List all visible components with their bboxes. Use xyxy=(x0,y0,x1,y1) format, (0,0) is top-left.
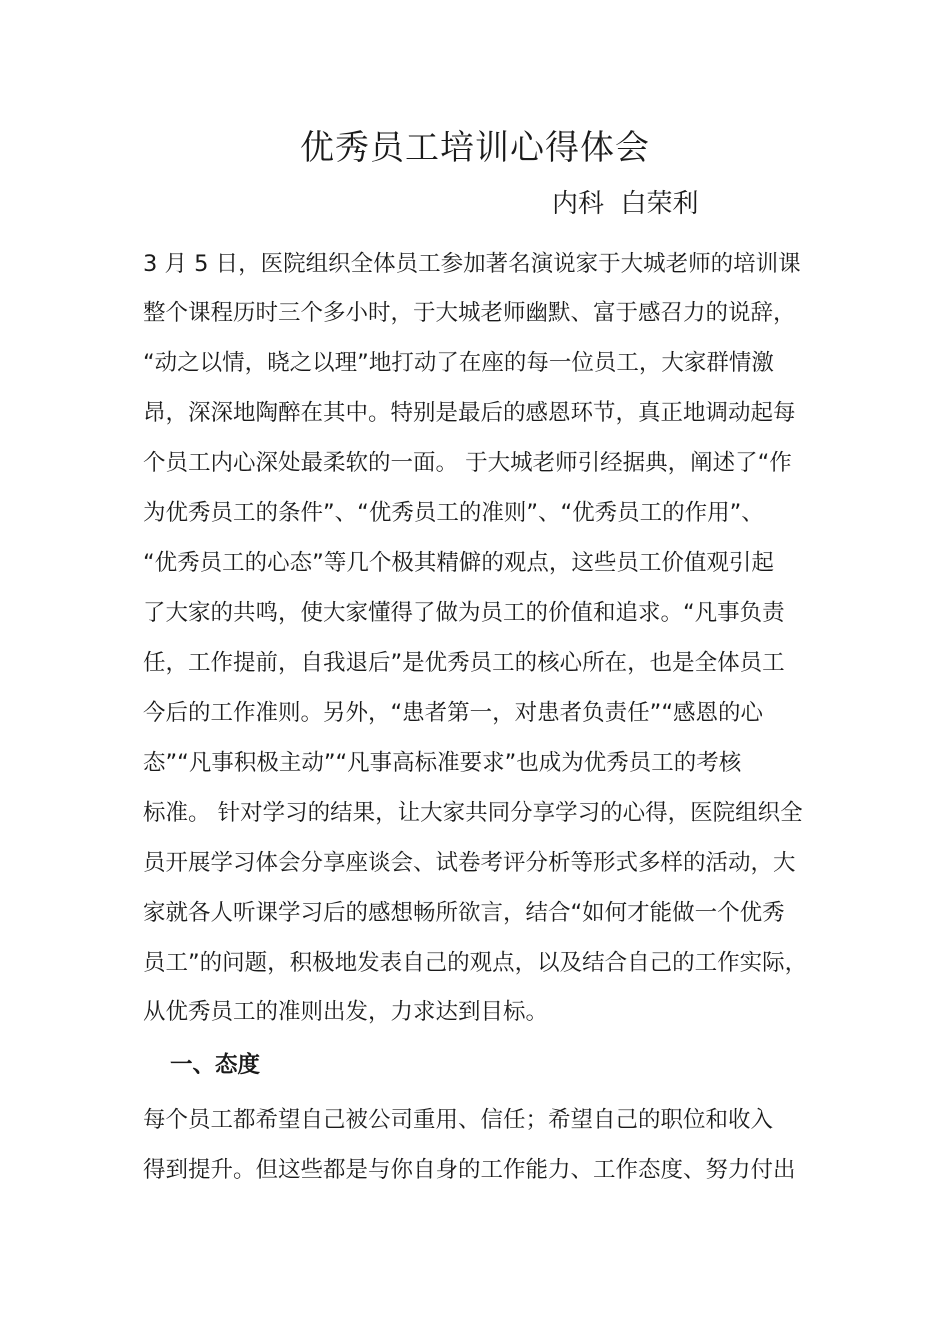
paragraph-1-line: 3 月 5 日，医院组织全体员工参加著名演说家于大城老师的培训课 xyxy=(143,251,801,277)
paragraph-1-line: 员工”的问题，积极地发表自己的观点，以及结合自己的工作实际， xyxy=(143,950,808,976)
section-heading-attitude: 一、态度 xyxy=(170,1052,261,1078)
document-title: 优秀员工培训心得体会 xyxy=(300,128,650,168)
paragraph-1-line: 整个课程历时三个多小时，于大城老师幽默、富于感召力的说辞， xyxy=(143,300,796,326)
paragraph-1-line: “动之以情，晓之以理”地打动了在座的每一位员工，大家群情激 xyxy=(143,350,774,376)
paragraph-1-line: 为优秀员工的条件”、“优秀员工的准则”、“优秀员工的作用”、 xyxy=(143,500,764,526)
paragraph-1-line: 今后的工作准则。另外，“患者第一，对患者负责任”“感恩的心 xyxy=(143,700,763,726)
paragraph-2-line: 得到提升。但这些都是与你自身的工作能力、工作态度、努力付出 xyxy=(143,1157,796,1183)
paragraph-1-line: “优秀员工的心态”等几个极其精僻的观点，这些员工价值观引起 xyxy=(143,550,774,576)
paragraph-1-line: 标准。 针对学习的结果，让大家共同分享学习的心得，医院组织全 xyxy=(143,800,803,826)
paragraph-2-line: 每个员工都希望自己被公司重用、信任；希望自己的职位和收入 xyxy=(143,1107,774,1133)
document-author: 内科 白荣利 xyxy=(552,189,699,219)
paragraph-1-line: 个员工内心深处最柔软的一面。 于大城老师引经据典，阐述了“作 xyxy=(143,450,792,476)
paragraph-1-line: 家就各人听课学习后的感想畅所欲言，结合“如何才能做一个优秀 xyxy=(143,900,785,926)
paragraph-1-line: 昂，深深地陶醉在其中。特别是最后的感恩环节，真正地调动起每 xyxy=(143,400,796,426)
paragraph-1-line: 态”“凡事积极主动”“凡事高标准要求”也成为优秀员工的考核 xyxy=(143,750,742,776)
paragraph-1-line: 任，工作提前，自我退后”是优秀员工的核心所在，也是全体员工 xyxy=(143,650,785,676)
paragraph-1-line: 了大家的共鸣，使大家懂得了做为员工的价值和追求。“凡事负责 xyxy=(143,600,785,626)
paragraph-1-line: 从优秀员工的准则出发，力求达到目标。 xyxy=(143,999,549,1025)
paragraph-1-line: 员开展学习体会分享座谈会、试卷考评分析等形式多样的活动，大 xyxy=(143,850,796,876)
